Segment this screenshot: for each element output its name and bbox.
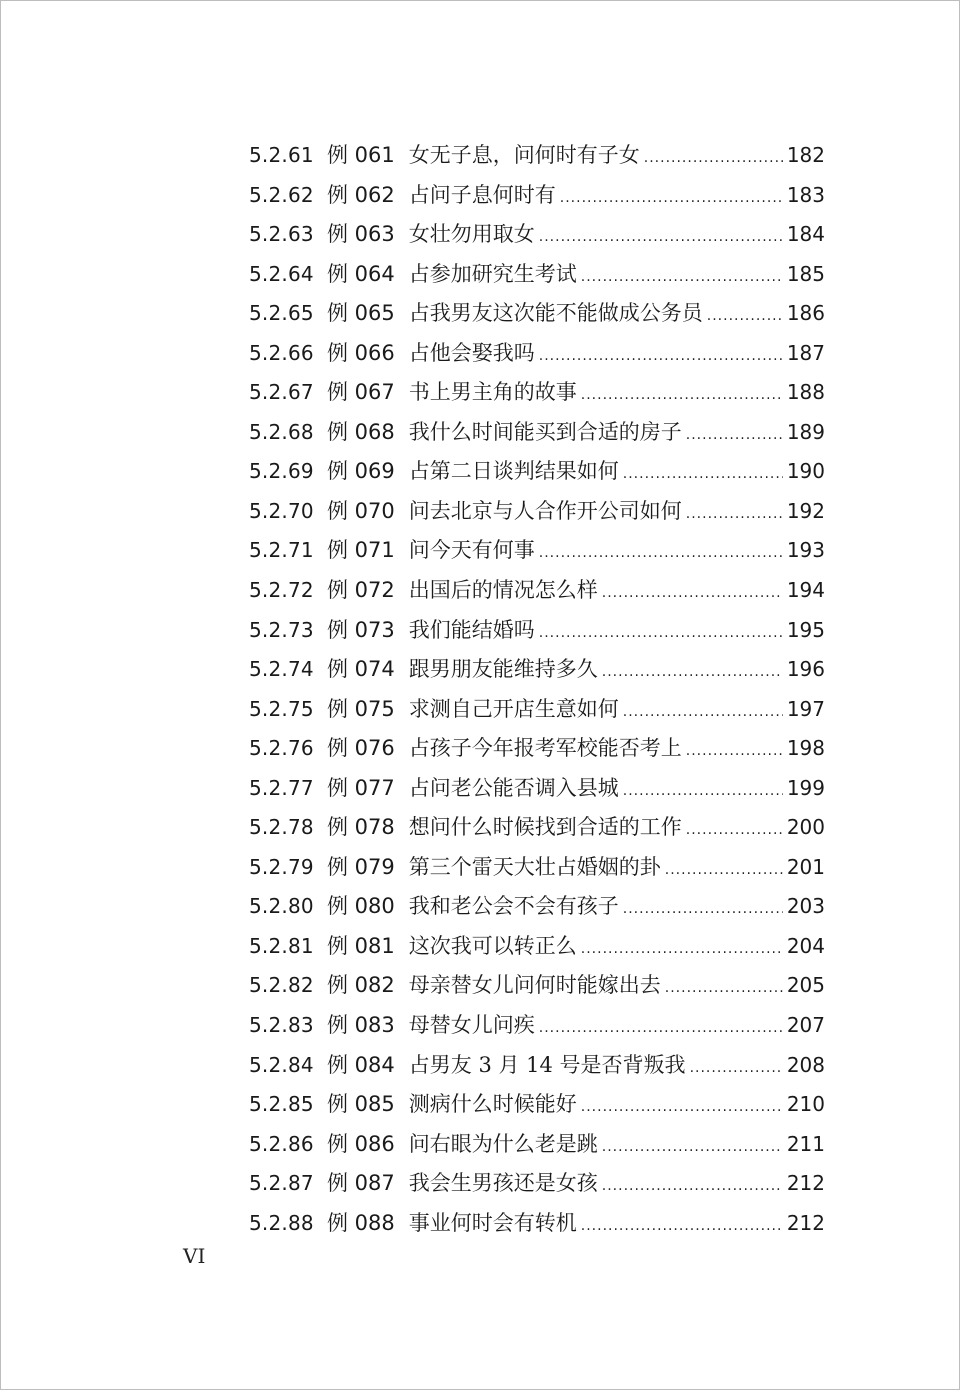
dot-leader: [686, 822, 783, 838]
toc-entry[interactable]: [249, 653, 825, 693]
toc-entry-page-number: 211: [786, 1131, 825, 1156]
dot-leader: [644, 150, 783, 166]
toc-entry-page-number: 197: [786, 696, 825, 721]
toc-entry-number: 5.2.67: [249, 380, 314, 405]
toc-entry[interactable]: [249, 416, 825, 456]
toc-entry-page-number: 199: [786, 775, 825, 800]
toc-entry-page-number: 194: [786, 578, 825, 603]
toc-entry[interactable]: [249, 811, 825, 851]
toc-entry[interactable]: [249, 495, 825, 535]
toc-entry-example-id: 例 079: [327, 854, 395, 879]
toc-entry-example-id: 例 067: [327, 380, 395, 405]
toc-entry-page-number: 207: [786, 1013, 825, 1038]
toc-entry-number: 5.2.80: [249, 894, 314, 919]
toc-entry-title: 第三个雷天大壮占婚姻的卦: [408, 854, 661, 879]
dot-leader: [539, 348, 783, 364]
dot-leader: [581, 269, 783, 285]
toc-entry-number: 5.2.62: [249, 182, 314, 207]
toc-entry-number: 5.2.82: [249, 973, 314, 998]
toc-entry-number: 5.2.70: [249, 498, 314, 523]
dot-leader: [686, 506, 783, 522]
toc-entry-page-number: 188: [786, 380, 825, 405]
toc-entry-title: 占男友 3 月 14 号是否背叛我: [408, 1052, 686, 1077]
toc-entry-number: 5.2.64: [249, 261, 314, 286]
toc-entry-page-number: 187: [786, 340, 825, 365]
toc-entry[interactable]: [249, 218, 825, 258]
toc-entry-example-id: 例 082: [327, 973, 395, 998]
toc-entry[interactable]: [249, 297, 825, 337]
toc-entry-title: 占我男友这次能不能做成公务员: [408, 301, 703, 326]
toc-entry-title: 女壮勿用取女: [408, 222, 535, 247]
dot-leader: [581, 1218, 783, 1234]
toc-entry[interactable]: [249, 614, 825, 654]
toc-entry-page-number: 195: [786, 617, 825, 642]
toc-entry[interactable]: [249, 1088, 825, 1128]
toc-entry-page-number: 200: [786, 815, 825, 840]
toc-entry-title: 我们能结婚吗: [408, 617, 535, 642]
toc-entry-title: 占孩子今年报考军校能否考上: [408, 736, 682, 761]
toc-entry-example-id: 例 072: [327, 578, 395, 603]
toc-entry[interactable]: [249, 376, 825, 416]
toc-entry-title: 占他会娶我吗: [408, 340, 535, 365]
toc-entry[interactable]: [249, 337, 825, 377]
toc-entry-example-id: 例 080: [327, 894, 395, 919]
page-folio: VI: [183, 1244, 206, 1268]
toc-entry[interactable]: [249, 890, 825, 930]
toc-entry-example-id: 例 066: [327, 340, 395, 365]
toc-entry[interactable]: [249, 1207, 825, 1247]
toc-entry-number: 5.2.77: [249, 775, 314, 800]
dot-leader: [690, 1060, 783, 1076]
toc-entry[interactable]: [249, 455, 825, 495]
toc-entry-title: 求测自己开店生意如何: [408, 696, 619, 721]
toc-entry-page-number: 186: [786, 301, 825, 326]
toc-entry-title: 测病什么时候能好: [408, 1092, 577, 1117]
toc-entry-title: 占问子息何时有: [408, 182, 556, 207]
toc-entry-example-id: 例 065: [327, 301, 395, 326]
toc-entry-title: 出国后的情况怎么样: [408, 578, 598, 603]
toc-entry-page-number: 210: [786, 1092, 825, 1117]
toc-entry[interactable]: [249, 969, 825, 1009]
toc-entry-number: 5.2.69: [249, 459, 314, 484]
toc-entry-number: 5.2.71: [249, 538, 314, 563]
dot-leader: [665, 862, 783, 878]
toc-entry-page-number: 192: [786, 498, 825, 523]
toc-entry-number: 5.2.68: [249, 419, 314, 444]
toc-entry[interactable]: [249, 693, 825, 733]
toc-entry[interactable]: [249, 1009, 825, 1049]
toc-entry-page-number: 212: [786, 1210, 825, 1235]
toc-entry-page-number: 193: [786, 538, 825, 563]
toc-entry-number: 5.2.87: [249, 1171, 314, 1196]
dot-leader: [623, 901, 783, 917]
toc-entry-example-id: 例 083: [327, 1013, 395, 1038]
toc-entry-example-id: 例 063: [327, 222, 395, 247]
dot-leader: [539, 229, 783, 245]
dot-leader: [623, 466, 783, 482]
toc-entry-number: 5.2.61: [249, 143, 314, 167]
toc-entry-example-id: 例 064: [327, 261, 395, 286]
toc-entry-number: 5.2.65: [249, 301, 314, 326]
dot-leader: [539, 1020, 783, 1036]
toc-entry-example-id: 例 061: [327, 143, 395, 167]
toc-entry-title: 问右眼为什么老是跳: [408, 1131, 598, 1156]
toc-entry-title: 母亲替女儿问何时能嫁出去: [408, 973, 661, 998]
dot-leader: [581, 387, 783, 403]
toc-entry-number: 5.2.74: [249, 657, 314, 682]
toc-entry-title: 跟男朋友能维持多久: [408, 657, 598, 682]
dot-leader: [602, 585, 783, 601]
toc-entry[interactable]: [249, 574, 825, 614]
toc-entry-page-number: 204: [786, 933, 825, 958]
toc-entry-number: 5.2.88: [249, 1210, 314, 1235]
toc-entry-number: 5.2.79: [249, 854, 314, 879]
toc-entry[interactable]: [249, 930, 825, 970]
toc-entry-number: 5.2.76: [249, 736, 314, 761]
dot-leader: [602, 664, 783, 680]
toc-entry-example-id: 例 062: [327, 182, 395, 207]
toc-entry-title: 问去北京与人合作开公司如何: [408, 498, 682, 523]
toc-entry-page-number: 205: [786, 973, 825, 998]
toc-entry-example-id: 例 081: [327, 933, 395, 958]
toc-entry-number: 5.2.81: [249, 933, 314, 958]
toc-entry-example-id: 例 086: [327, 1131, 395, 1156]
toc-entry-title: 我什么时间能买到合适的房子: [408, 419, 682, 444]
toc-entry[interactable]: [249, 258, 825, 298]
toc-entry-page-number: 190: [786, 459, 825, 484]
dot-leader: [623, 783, 783, 799]
dot-leader: [581, 1099, 783, 1115]
toc-entry-example-id: 例 068: [327, 419, 395, 444]
dot-leader: [602, 1178, 783, 1194]
toc-entry-example-id: 例 084: [327, 1052, 395, 1077]
toc-entry-title: 占第二日谈判结果如何: [408, 459, 619, 484]
toc-entry-title: 想问什么时候找到合适的工作: [408, 815, 682, 840]
toc-entry-number: 5.2.73: [249, 617, 314, 642]
dot-leader: [581, 941, 783, 957]
toc-entry-number: 5.2.66: [249, 340, 314, 365]
toc-entry-title: 这次我可以转正么: [408, 933, 577, 958]
toc-entry-page-number: 184: [786, 222, 825, 247]
toc-entry-example-id: 例 069: [327, 459, 395, 484]
toc-entry-page-number: 212: [786, 1171, 825, 1196]
toc-entry-example-id: 例 078: [327, 815, 395, 840]
toc-entry-page-number: 201: [786, 854, 825, 879]
toc-entry-title: 书上男主角的故事: [408, 380, 577, 405]
toc-entry-title: 母替女儿问疾: [408, 1013, 535, 1038]
toc-entry-title: 我和老公会不会有孩子: [408, 894, 619, 919]
toc-entry[interactable]: [249, 772, 825, 812]
toc-entry-page-number: 208: [786, 1052, 825, 1077]
toc-entry-title: 占参加研究生考试: [408, 261, 577, 286]
toc-entry-example-id: 例 088: [327, 1210, 395, 1235]
dot-leader: [686, 743, 783, 759]
toc-entry-title: 问今天有何事: [408, 538, 535, 563]
toc-entry[interactable]: [249, 1128, 825, 1168]
dot-leader: [539, 545, 783, 561]
toc-entry-example-id: 例 085: [327, 1092, 395, 1117]
toc-entry-page-number: 183: [786, 182, 825, 207]
toc-entry-title: 女无子息，问何时有子女: [408, 143, 640, 167]
toc-entry-example-id: 例 073: [327, 617, 395, 642]
toc-entry-example-id: 例 071: [327, 538, 395, 563]
toc-entry-number: 5.2.83: [249, 1013, 314, 1038]
dot-leader: [665, 980, 783, 996]
toc-entry-page-number: 185: [786, 261, 825, 286]
toc-entry-example-id: 例 076: [327, 736, 395, 761]
toc-entry-page-number: 196: [786, 657, 825, 682]
toc-entry-example-id: 例 087: [327, 1171, 395, 1196]
toc-entry-example-id: 例 075: [327, 696, 395, 721]
toc-entry-title: 事业何时会有转机: [408, 1210, 577, 1235]
toc-entry[interactable]: [249, 534, 825, 574]
dot-leader: [623, 704, 783, 720]
toc-entry-number: 5.2.85: [249, 1092, 314, 1117]
toc-entry-number: 5.2.84: [249, 1052, 314, 1077]
toc-entry-number: 5.2.78: [249, 815, 314, 840]
toc-entry-page-number: 182: [786, 143, 825, 167]
toc-entry-number: 5.2.63: [249, 222, 314, 247]
toc-entry-page-number: 198: [786, 736, 825, 761]
toc-entry-title: 我会生男孩还是女孩: [408, 1171, 598, 1196]
dot-leader: [707, 308, 783, 324]
table-of-contents: [249, 139, 825, 1246]
toc-entry[interactable]: [249, 1167, 825, 1207]
dot-leader: [560, 190, 783, 206]
toc-entry-example-id: 例 070: [327, 498, 395, 523]
toc-entry[interactable]: [249, 851, 825, 891]
toc-entry-page-number: 189: [786, 419, 825, 444]
toc-entry-example-id: 例 077: [327, 775, 395, 800]
toc-entry-title: 占问老公能否调入县城: [408, 775, 619, 800]
toc-entry[interactable]: [249, 1049, 825, 1089]
dot-leader: [602, 1139, 783, 1155]
toc-entry-page-number: 203: [786, 894, 825, 919]
toc-entry[interactable]: [249, 139, 825, 179]
toc-entry-example-id: 例 074: [327, 657, 395, 682]
toc-entry-number: 5.2.86: [249, 1131, 314, 1156]
toc-entry[interactable]: [249, 732, 825, 772]
toc-entry[interactable]: [249, 179, 825, 219]
dot-leader: [686, 427, 783, 443]
toc-entry-number: 5.2.72: [249, 578, 314, 603]
dot-leader: [539, 625, 783, 641]
toc-entry-number: 5.2.75: [249, 696, 314, 721]
